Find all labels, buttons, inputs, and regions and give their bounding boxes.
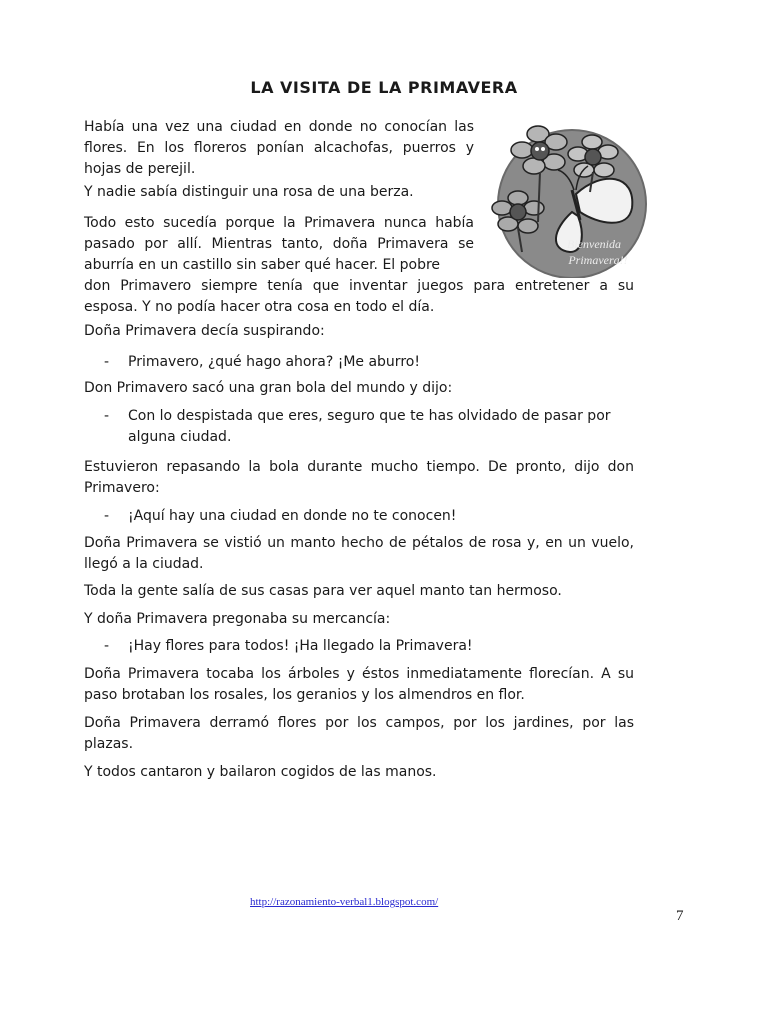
- paragraph: Había una vez una ciudad en donde no conocían las flores. En los floreros ponían alcachofas, puerros y hojas de perejil.: [84, 119, 474, 177]
- blog-link[interactable]: http://razonamiento-verbal1.blogspot.com/: [250, 896, 439, 908]
- paragraph: Todo esto sucedía porque la Primavera nunca había pasado por allí. Mientras tanto, doña Primavera se aburría en un castillo sin saber qué hacer. El pobre: [84, 215, 474, 273]
- paragraph: Doña Primavera tocaba los árboles y éstos inmediatamente florecían. A su paso brotaban los rosales, los geranios y los almendros en flor.: [84, 666, 634, 703]
- paragraph: Y doña Primavera pregonaba su mercancía:: [84, 611, 391, 627]
- dash-marker: -: [104, 508, 110, 524]
- page-title: LA VISITA DE LA PRIMAVERA: [250, 78, 518, 97]
- dash-marker: -: [104, 354, 110, 370]
- paragraph: Doña Primavera derramó flores por los campos, por los jardines, por las plazas.: [84, 715, 634, 752]
- illustration-caption: Bienvenida: [567, 237, 621, 251]
- paragraph: don Primavero siempre tenía que inventar juegos para entretener a su esposa. Y no podía hacer otra cosa en todo el día.: [84, 278, 634, 315]
- dialogue-line: [104, 506, 634, 527]
- paragraph: Doña Primavera decía suspirando:: [84, 323, 325, 339]
- page-number: 7: [676, 908, 684, 924]
- dialogue-text: Con lo despistada que eres, seguro que te has olvidado de pasar por alguna ciudad.: [128, 408, 611, 445]
- dialogue-text: ¡Hay flores para todos! ¡Ha llegado la Primavera!: [128, 638, 473, 654]
- paragraph: Estuvieron repasando la bola durante mucho tiempo. De pronto, dijo don Primavero:: [84, 459, 634, 496]
- dialogue-text: Primavero, ¿qué hago ahora? ¡Me aburro!: [128, 354, 420, 370]
- dash-marker: -: [104, 638, 110, 654]
- paragraph: Don Primavero sacó una gran bola del mundo y dijo:: [84, 380, 453, 396]
- dialogue-text: ¡Aquí hay una ciudad en donde no te conocen!: [128, 508, 457, 524]
- dialogue-line: [104, 636, 634, 657]
- dialogue-line: [104, 406, 634, 448]
- paragraph: Y todos cantaron y bailaron cogidos de las manos.: [84, 764, 437, 780]
- paragraph: Doña Primavera se vistió un manto hecho de pétalos de rosa y, en un vuelo, llegó a la ciudad.: [84, 535, 634, 572]
- spring-flowers-illustration: [480, 112, 652, 278]
- dialogue-line: [104, 352, 634, 373]
- dash-marker: -: [104, 408, 110, 424]
- paragraph: Y nadie sabía distinguir una rosa de una berza.: [84, 184, 414, 200]
- paragraph: Toda la gente salía de sus casas para ver aquel manto tan hermoso.: [84, 583, 562, 599]
- illustration-caption: Primavera!!: [568, 253, 628, 267]
